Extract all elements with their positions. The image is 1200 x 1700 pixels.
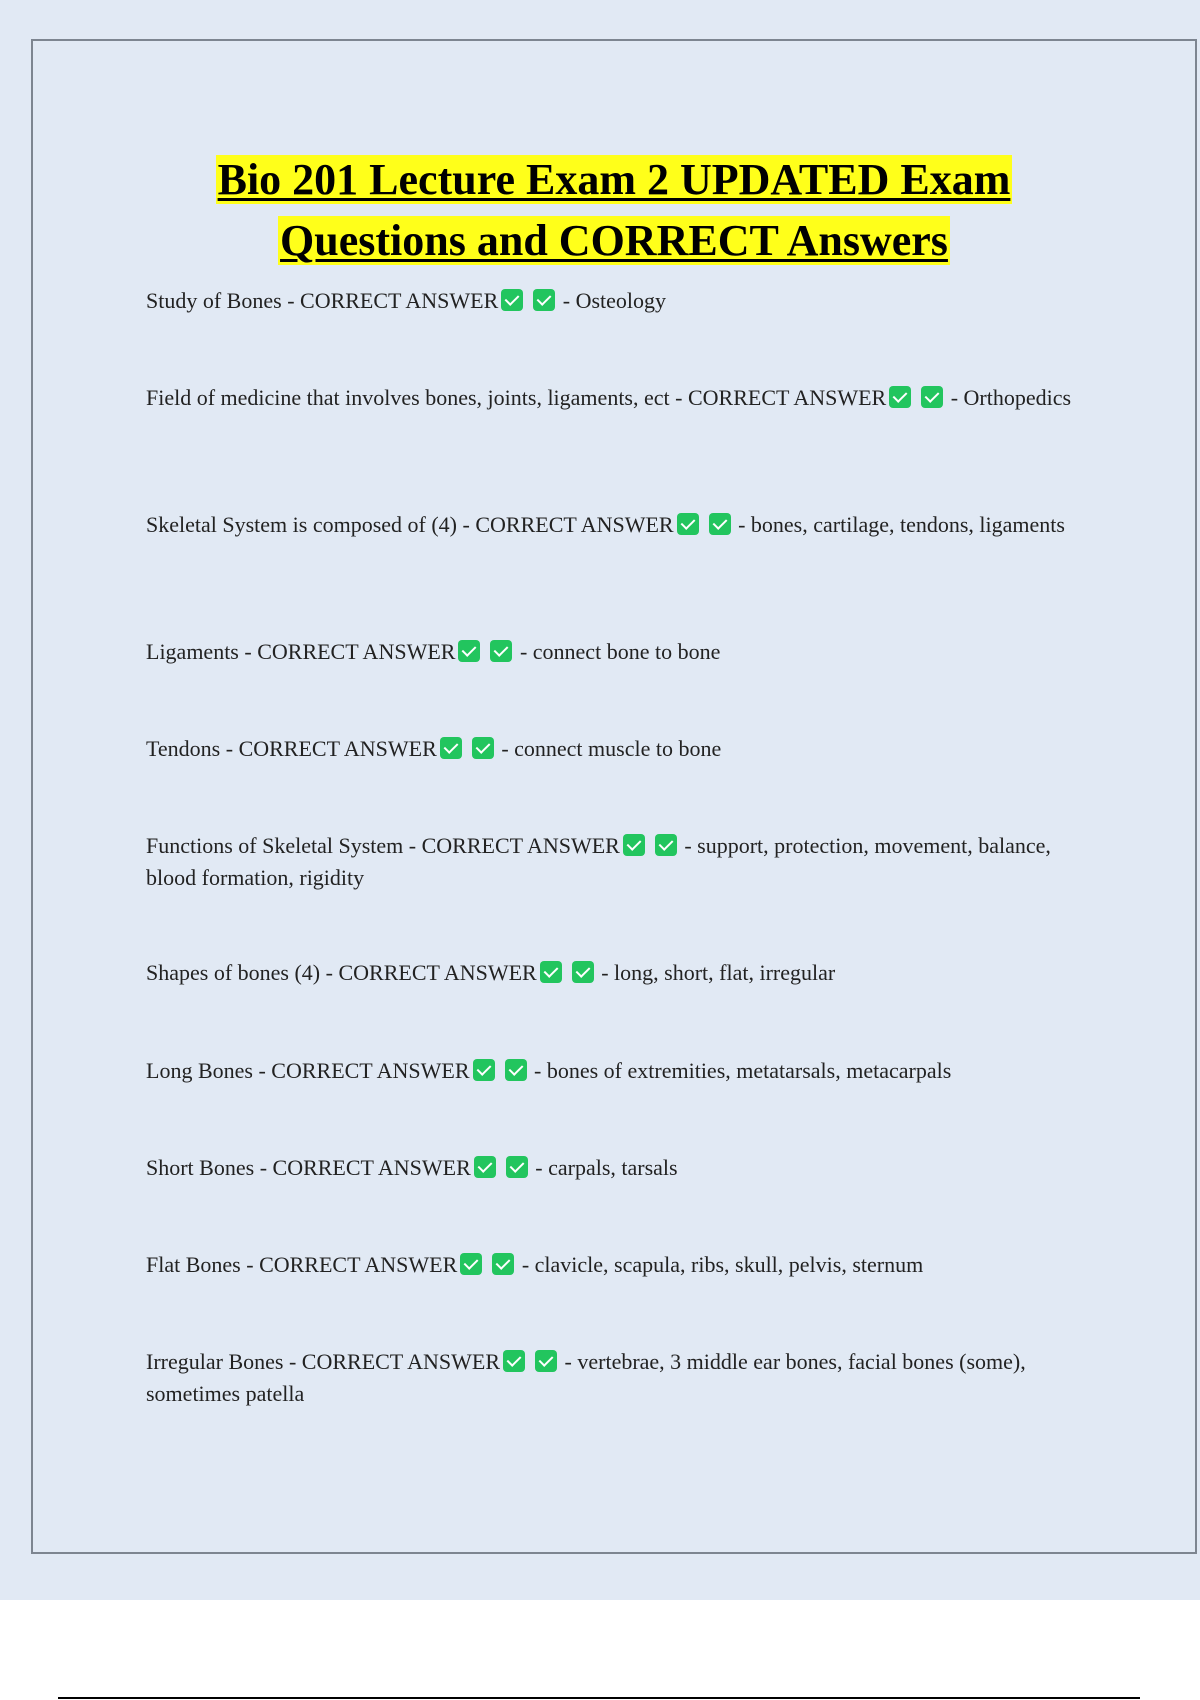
answer-marker: CORRECT ANSWER	[301, 1349, 501, 1374]
answer-text: bones, cartilage, tendons, ligaments	[750, 512, 1065, 537]
check-box-icon	[492, 1253, 514, 1275]
answer-marker: CORRECT ANSWER	[300, 288, 499, 313]
answer-marker: CORRECT ANSWER	[238, 736, 437, 761]
check-box-icon	[533, 289, 555, 311]
question-text: Short Bones	[146, 1155, 255, 1180]
check-box-icon	[490, 640, 512, 662]
check-box-icon	[501, 289, 523, 311]
answer-text: connect muscle to bone	[514, 736, 722, 761]
question-text: Tendons	[146, 736, 221, 761]
question-text: Irregular Bones	[146, 1349, 284, 1374]
check-box-icon	[440, 737, 462, 759]
check-box-icon	[505, 1059, 527, 1081]
qa-item: Skeletal System is composed of (4) - CORRECT ANSWER - bones, cartilage, tendons, ligaments	[146, 512, 1065, 537]
answer-text: Osteology	[575, 288, 667, 313]
title-line-1: Bio 201 Lecture Exam 2 UPDATED Exam	[217, 155, 1011, 204]
question-text: Skeletal System is composed of (4)	[146, 512, 458, 537]
question-text: Functions of Skeletal System	[146, 833, 404, 858]
footer-divider	[58, 1697, 1140, 1699]
question-text: Long Bones	[146, 1058, 253, 1083]
check-box-icon	[458, 640, 480, 662]
check-box-icon	[921, 386, 943, 408]
qa-item: Field of medicine that involves bones, joints, ligaments, ect - CORRECT ANSWER - Orthopedics	[146, 385, 1072, 410]
qa-item: Flat Bones - CORRECT ANSWER - clavicle, scapula, ribs, skull, pelvis, sternum	[146, 1252, 924, 1277]
check-box-icon	[677, 513, 699, 535]
check-box-icon	[540, 961, 562, 983]
answer-text: connect bone to bone	[532, 639, 721, 664]
answer-marker: CORRECT ANSWER	[257, 639, 456, 664]
answer-marker: CORRECT ANSWER	[338, 960, 537, 985]
qa-item: Ligaments - CORRECT ANSWER - connect bone to bone	[146, 639, 721, 664]
answer-text: carpals, tarsals	[548, 1155, 678, 1180]
check-box-icon	[889, 386, 911, 408]
qa-item: Tendons - CORRECT ANSWER - connect muscle to bone	[146, 736, 722, 761]
answer-text: Orthopedics	[963, 385, 1072, 410]
document-title	[33, 149, 1195, 271]
qa-item: Irregular Bones - CORRECT ANSWER - vertebrae, 3 middle ear bones, facial bones (some), sometimes patella	[146, 1349, 1026, 1406]
answer-text: clavicle, scapula, ribs, skull, pelvis, sternum	[534, 1252, 924, 1277]
answer-text: vertebrae, 3 middle ear bones, facial bones (some), sometimes patella	[146, 1349, 1026, 1406]
qa-item: Functions of Skeletal System - CORRECT ANSWER - support, protection, movement, balance, blood formation, rigidity	[146, 833, 1051, 890]
answer-marker: CORRECT ANSWER	[421, 833, 620, 858]
check-box-icon	[623, 834, 645, 856]
check-box-icon	[506, 1156, 528, 1178]
answer-marker: CORRECT ANSWER	[475, 512, 674, 537]
qa-item: Long Bones - CORRECT ANSWER - bones of extremities, metatarsals, metacarpals	[146, 1058, 952, 1083]
answer-text: support, protection, movement, balance, blood formation, rigidity	[146, 833, 1051, 890]
check-box-icon	[709, 513, 731, 535]
qa-item: Study of Bones - CORRECT ANSWER - Osteology	[146, 288, 667, 313]
check-box-icon	[535, 1350, 557, 1372]
answer-marker: CORRECT ANSWER	[687, 385, 887, 410]
qa-item: Short Bones - CORRECT ANSWER - carpals, tarsals	[146, 1155, 678, 1180]
question-text: Ligaments	[146, 639, 239, 664]
check-box-icon	[460, 1253, 482, 1275]
question-text: Study of Bones	[146, 288, 282, 313]
answer-marker: CORRECT ANSWER	[259, 1252, 458, 1277]
answer-marker: CORRECT ANSWER	[272, 1155, 471, 1180]
document-page	[31, 39, 1197, 1554]
check-box-icon	[474, 1156, 496, 1178]
title-line-2: Questions and CORRECT Answers	[280, 216, 948, 265]
check-box-icon	[473, 1059, 495, 1081]
answer-marker: CORRECT ANSWER	[271, 1058, 470, 1083]
check-box-icon	[503, 1350, 525, 1372]
question-text: Flat Bones	[146, 1252, 241, 1277]
question-text: Shapes of bones (4)	[146, 960, 321, 985]
check-box-icon	[572, 961, 594, 983]
check-box-icon	[472, 737, 494, 759]
question-text: Field of medicine that involves bones, joints, ligaments, ect	[146, 385, 670, 410]
answer-text: long, short, flat, irregular	[614, 960, 836, 985]
qa-item: Shapes of bones (4) - CORRECT ANSWER - long, short, flat, irregular	[146, 960, 836, 985]
check-box-icon	[655, 834, 677, 856]
answer-text: bones of extremities, metatarsals, metacarpals	[546, 1058, 952, 1083]
